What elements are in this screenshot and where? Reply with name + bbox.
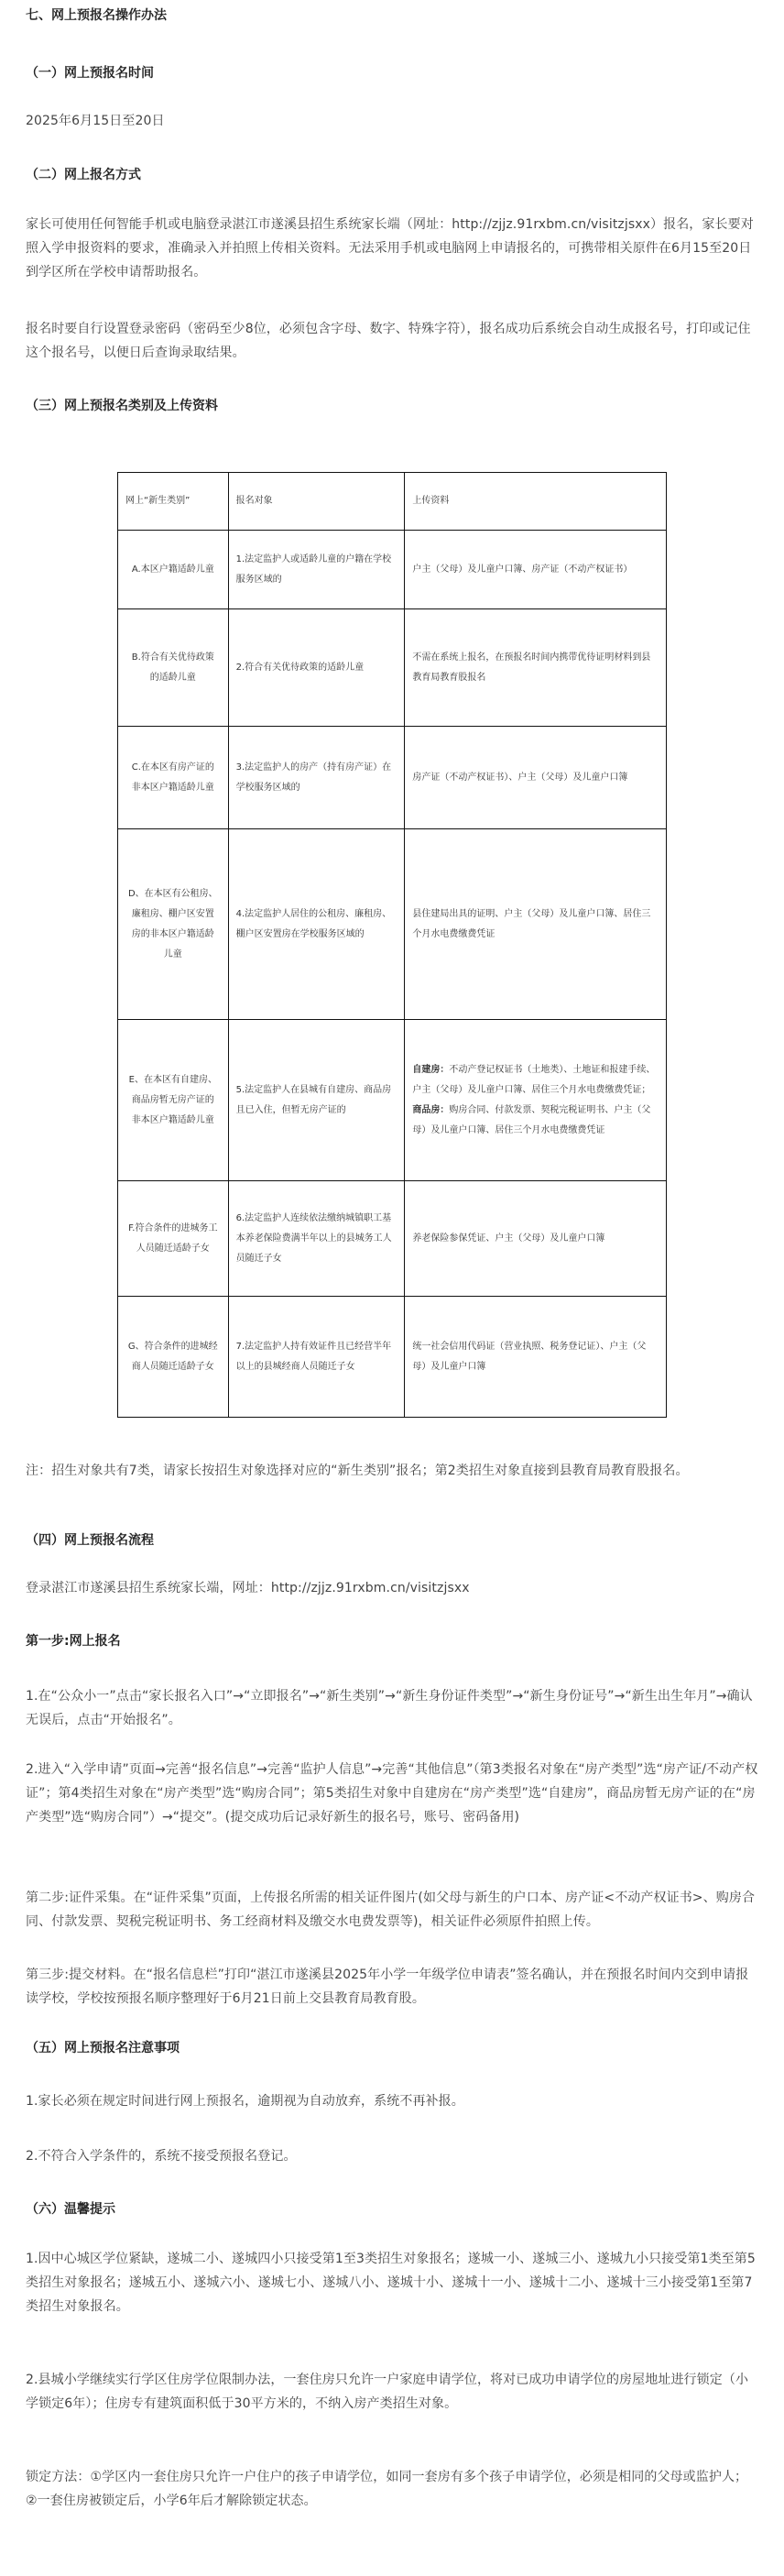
login-instructions: 登录湛江市遂溪县招生系统家长端，网址：http://zjjz.91rxbm.cn/visitzjsxx [26,1581,470,1595]
documents-cell: 房产证（不动产权证书）、户主（父母）及儿童户口簿 [405,727,667,829]
table-header-row [118,473,667,531]
category-cell: C.在本区有房产证的非本区户籍适龄儿童 [118,727,229,829]
category-cell: D、在本区有公租房、廉租房、棚户区安置房的非本区户籍适龄儿童 [118,829,229,1020]
documents-cell [405,1020,667,1181]
table-row [118,1181,667,1297]
paragraph: 1.因中心城区学位紧缺，遂城二小、遂城四小只接受第1至3类招生对象报名；遂城一小、遂城三小、遂城九小只接受第1类至第5类招生对象报名；遂城五小、遂城六小、遂城七小、遂城八小、遂城十小、遂城十一小、遂城十二小、遂城十三小接受第1至第7类招生对象报名。 [26,2252,756,2314]
object-cell: 5.法定监护人在县城有自建房、商品房且已入住，但暂无房产证的 [228,1020,405,1181]
documents-cell: 户主（父母）及儿童户口簿、房产证（不动产权证书） [405,531,667,609]
paragraph: 报名时要自行设置登录密码（密码至少8位，必须包含字母、数字、特殊字符），报名成功后系统会自动生成报名号，打印或记住这个报名号，以便日后查询录取结果。 [26,322,751,360]
self-built-docs: 不动产登记权证书（土地类）、土地证和报建手续、户主（父母）及儿童户口簿、居住三个月水电费缴费凭证； [412,1064,656,1095]
paragraph: 锁定方法：①学区内一套住房只允许一户住户的孩子申请学位，如同一套房有多个孩子申请学位，必须是相同的父母或监护人；②一套住房被锁定后，小学6年后才解除锁定状态。 [26,2470,748,2508]
category-cell: G、符合条件的进城经商人员随迁适龄子女 [118,1297,229,1418]
documents-cell: 统一社会信用代码证（营业执照、税务登记证）、户主（父母）及儿童户口簿 [405,1297,667,1418]
table-note: 注：招生对象共有7类，请家长按招生对象选择对应的“新生类别”报名；第2类招生对象直接到县教育局教育股报名。 [26,1463,689,1478]
documents-cell: 不需在系统上报名，在预报名时间内携带优待证明材料到县教育局教育股报名 [405,609,667,727]
subsection-title: （二）网上报名方式 [26,168,141,182]
registration-category-table [117,472,667,1418]
step-title: 第一步:网上报名 [26,1634,121,1649]
paragraph: 家长可使用任何智能手机或电脑登录湛江市遂溪县招生系统家长端（网址：http://zjjz.91rxbm.cn/visitzjsxx）报名，家长要对照入学申报资料的要求，准确录入并拍照上传相关资料。无法采用手机或电脑网上申请报名的，可携带相关原件在6月15至20日到学区所在学校申请帮助报名。 [26,217,754,280]
category-cell: A.本区户籍适龄儿童 [118,531,229,609]
subsection-title: （五）网上预报名注意事项 [26,2041,180,2055]
category-cell: B.符合有关优待政策的适龄儿童 [118,609,229,727]
paragraph: 1.家长必须在规定时间进行网上预报名，逾期视为自动放弃，系统不再补报。 [26,2094,464,2109]
object-cell: 4.法定监护人居住的公租房、廉租房、棚户区安置房在学校服务区域的 [228,829,405,1020]
paragraph: 2.进入“入学申请”页面→完善“报名信息”→完善“监护人信息”→完善“其他信息”（第3类报名对象在“房产类型”选“房产证/不动产权证”；第4类招生对象在“房产类型”选“购房合同”；第5类招生对象中自建房在“房产类型”选“自建房”，商品房暂无房产证的在“房产类型”选“购房合同”）→“提交”。(提交成功后记录好新生的报名号，账号、密码备用) [26,1762,758,1825]
subsection-title: （四）网上预报名流程 [26,1533,154,1548]
commercial-housing-docs: 购房合同、付款发票、契税完税证明书、户主（父母）及儿童户口簿、居住三个月水电费缴费凭证 [412,1104,651,1135]
table-row [118,609,667,727]
object-cell: 3.法定监护人的房产（持有房产证）在学校服务区域的 [228,727,405,829]
paragraph: 第二步:证件采集。在“证件采集”页面，上传报名所需的相关证件图片(如父母与新生的户口本、房产证<不动产权证书>、购房合同、付款发票、契税完税证明书、务工经商材料及缴交水电费发票等)，相关证件必须原件拍照上传。 [26,1891,756,1929]
section-title: 七、网上预报名操作办法 [26,8,167,23]
paragraph: 2.不符合入学条件的，系统不接受预报名登记。 [26,2149,297,2164]
object-cell: 7.法定监护人持有效证件且已经营半年以上的县城经商人员随迁子女 [228,1297,405,1418]
documents-cell: 养老保险参保凭证、户主（父母）及儿童户口簿 [405,1181,667,1297]
documents-cell: 县住建局出具的证明、户主（父母）及儿童户口簿、居住三个月水电费缴费凭证 [405,829,667,1020]
paragraph: 1.在“公众小一”点击“家长报名入口”→“立即报名”→“新生类别”→“新生身份证件类型”→“新生身份证号”→“新生出生年月”→确认无误后，点击“开始报名”。 [26,1689,753,1727]
paragraph: 2.县城小学继续实行学区住房学位限制办法，一套住房只允许一户家庭申请学位，将对已成功申请学位的房屋地址进行锁定（小学锁定6年）；住房专有建筑面积低于30平方米的，不纳入房产类招生对象。 [26,2373,749,2411]
column-header: 网上“新生类别” [118,473,229,531]
registration-dates: 2025年6月15日至20日 [26,114,165,128]
column-header: 报名对象 [228,473,405,531]
table-row [118,1020,667,1181]
table-row [118,1297,667,1418]
table-row [118,531,667,609]
column-header: 上传资料 [405,473,667,531]
subsection-title: （六）温馨提示 [26,2202,115,2217]
table-row [118,727,667,829]
table-row [118,829,667,1020]
subsection-title: （一）网上预报名时间 [26,66,154,81]
object-cell: 6.法定监护人连续依法缴纳城镇职工基本养老保险费满半年以上的县城务工人员随迁子女 [228,1181,405,1297]
category-cell: E、在本区有自建房、商品房暂无房产证的非本区户籍适龄儿童 [118,1020,229,1181]
self-built-label: 自建房： [412,1064,450,1075]
object-cell: 1.法定监护人或适龄儿童的户籍在学校服务区域的 [228,531,405,609]
commercial-housing-label: 商品房： [412,1104,450,1115]
object-cell: 2.符合有关优待政策的适龄儿童 [228,609,405,727]
subsection-title: （三）网上预报名类别及上传资料 [26,399,218,413]
paragraph: 第三步:提交材料。在“报名信息栏”打印“湛江市遂溪县2025年小学一年级学位申请表”签名确认，并在预报名时间内交到申请报读学校，学校按预报名顺序整理好于6月21日前上交县教育局教育股。 [26,1968,749,2006]
category-cell: F.符合条件的进城务工人员随迁适龄子女 [118,1181,229,1297]
